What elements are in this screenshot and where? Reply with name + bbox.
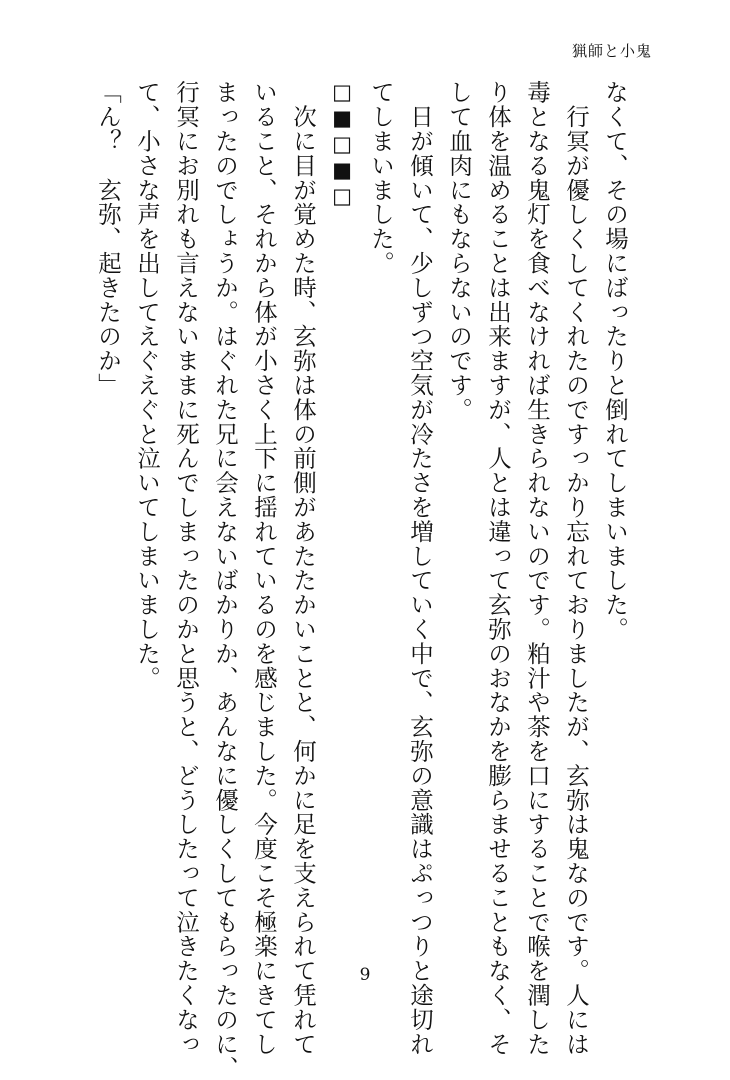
text-line: いること、それから体が小さく上下に揺れているのを感じました。今度こそ極楽にきてし — [250, 80, 278, 1056]
text-line: り体を温めることは出来ますが、人とは違って玄弥のおなかを膨らませることもなく、そ — [484, 80, 512, 1056]
text-line: して血肉にもならないのです。 — [445, 80, 473, 422]
running-header-title: 猟師と小鬼 — [571, 42, 652, 60]
text-line: なくて、その場にばったりと倒れてしまいました。 — [601, 80, 629, 642]
text-line: 行冥が優しくしてくれたのですっかり忘れておりましたが、玄弥は鬼なのです。人には — [562, 80, 590, 1056]
section-break-mark: □■□■□ — [330, 80, 354, 210]
text-line: 次に目が覚めた時、玄弥は体の前側があたたかいことと、何かに足を支えられて凭れて — [289, 80, 317, 1056]
body-text — [88, 80, 634, 1080]
text-line: 行冥にお別れも言えないままに死んでしまったのかと思うと、どうしたって泣きたくなっ — [172, 80, 200, 1056]
text-line: て、小さな声を出してえぐえぐと泣いてしまいました。 — [133, 80, 161, 690]
text-line: てしまいました。 — [367, 80, 395, 276]
text-line: 毒となる鬼灯を食べなければ生きられないのです。粕汁や茶を口にすることで喉を潤した — [523, 80, 551, 1056]
text-line: まったのでしょうか。はぐれた兄に会えないばかりか、あんなに優しくしてもらったのに、 — [211, 80, 239, 1080]
text-line: 「ん？ 玄弥、起きたのか」 — [94, 80, 122, 398]
page-number: 9 — [359, 965, 371, 985]
text-line: 日が傾いて、少しずつ空気が冷たさを増していく中で、玄弥の意識はぷっつりと途切れ — [406, 80, 434, 1056]
